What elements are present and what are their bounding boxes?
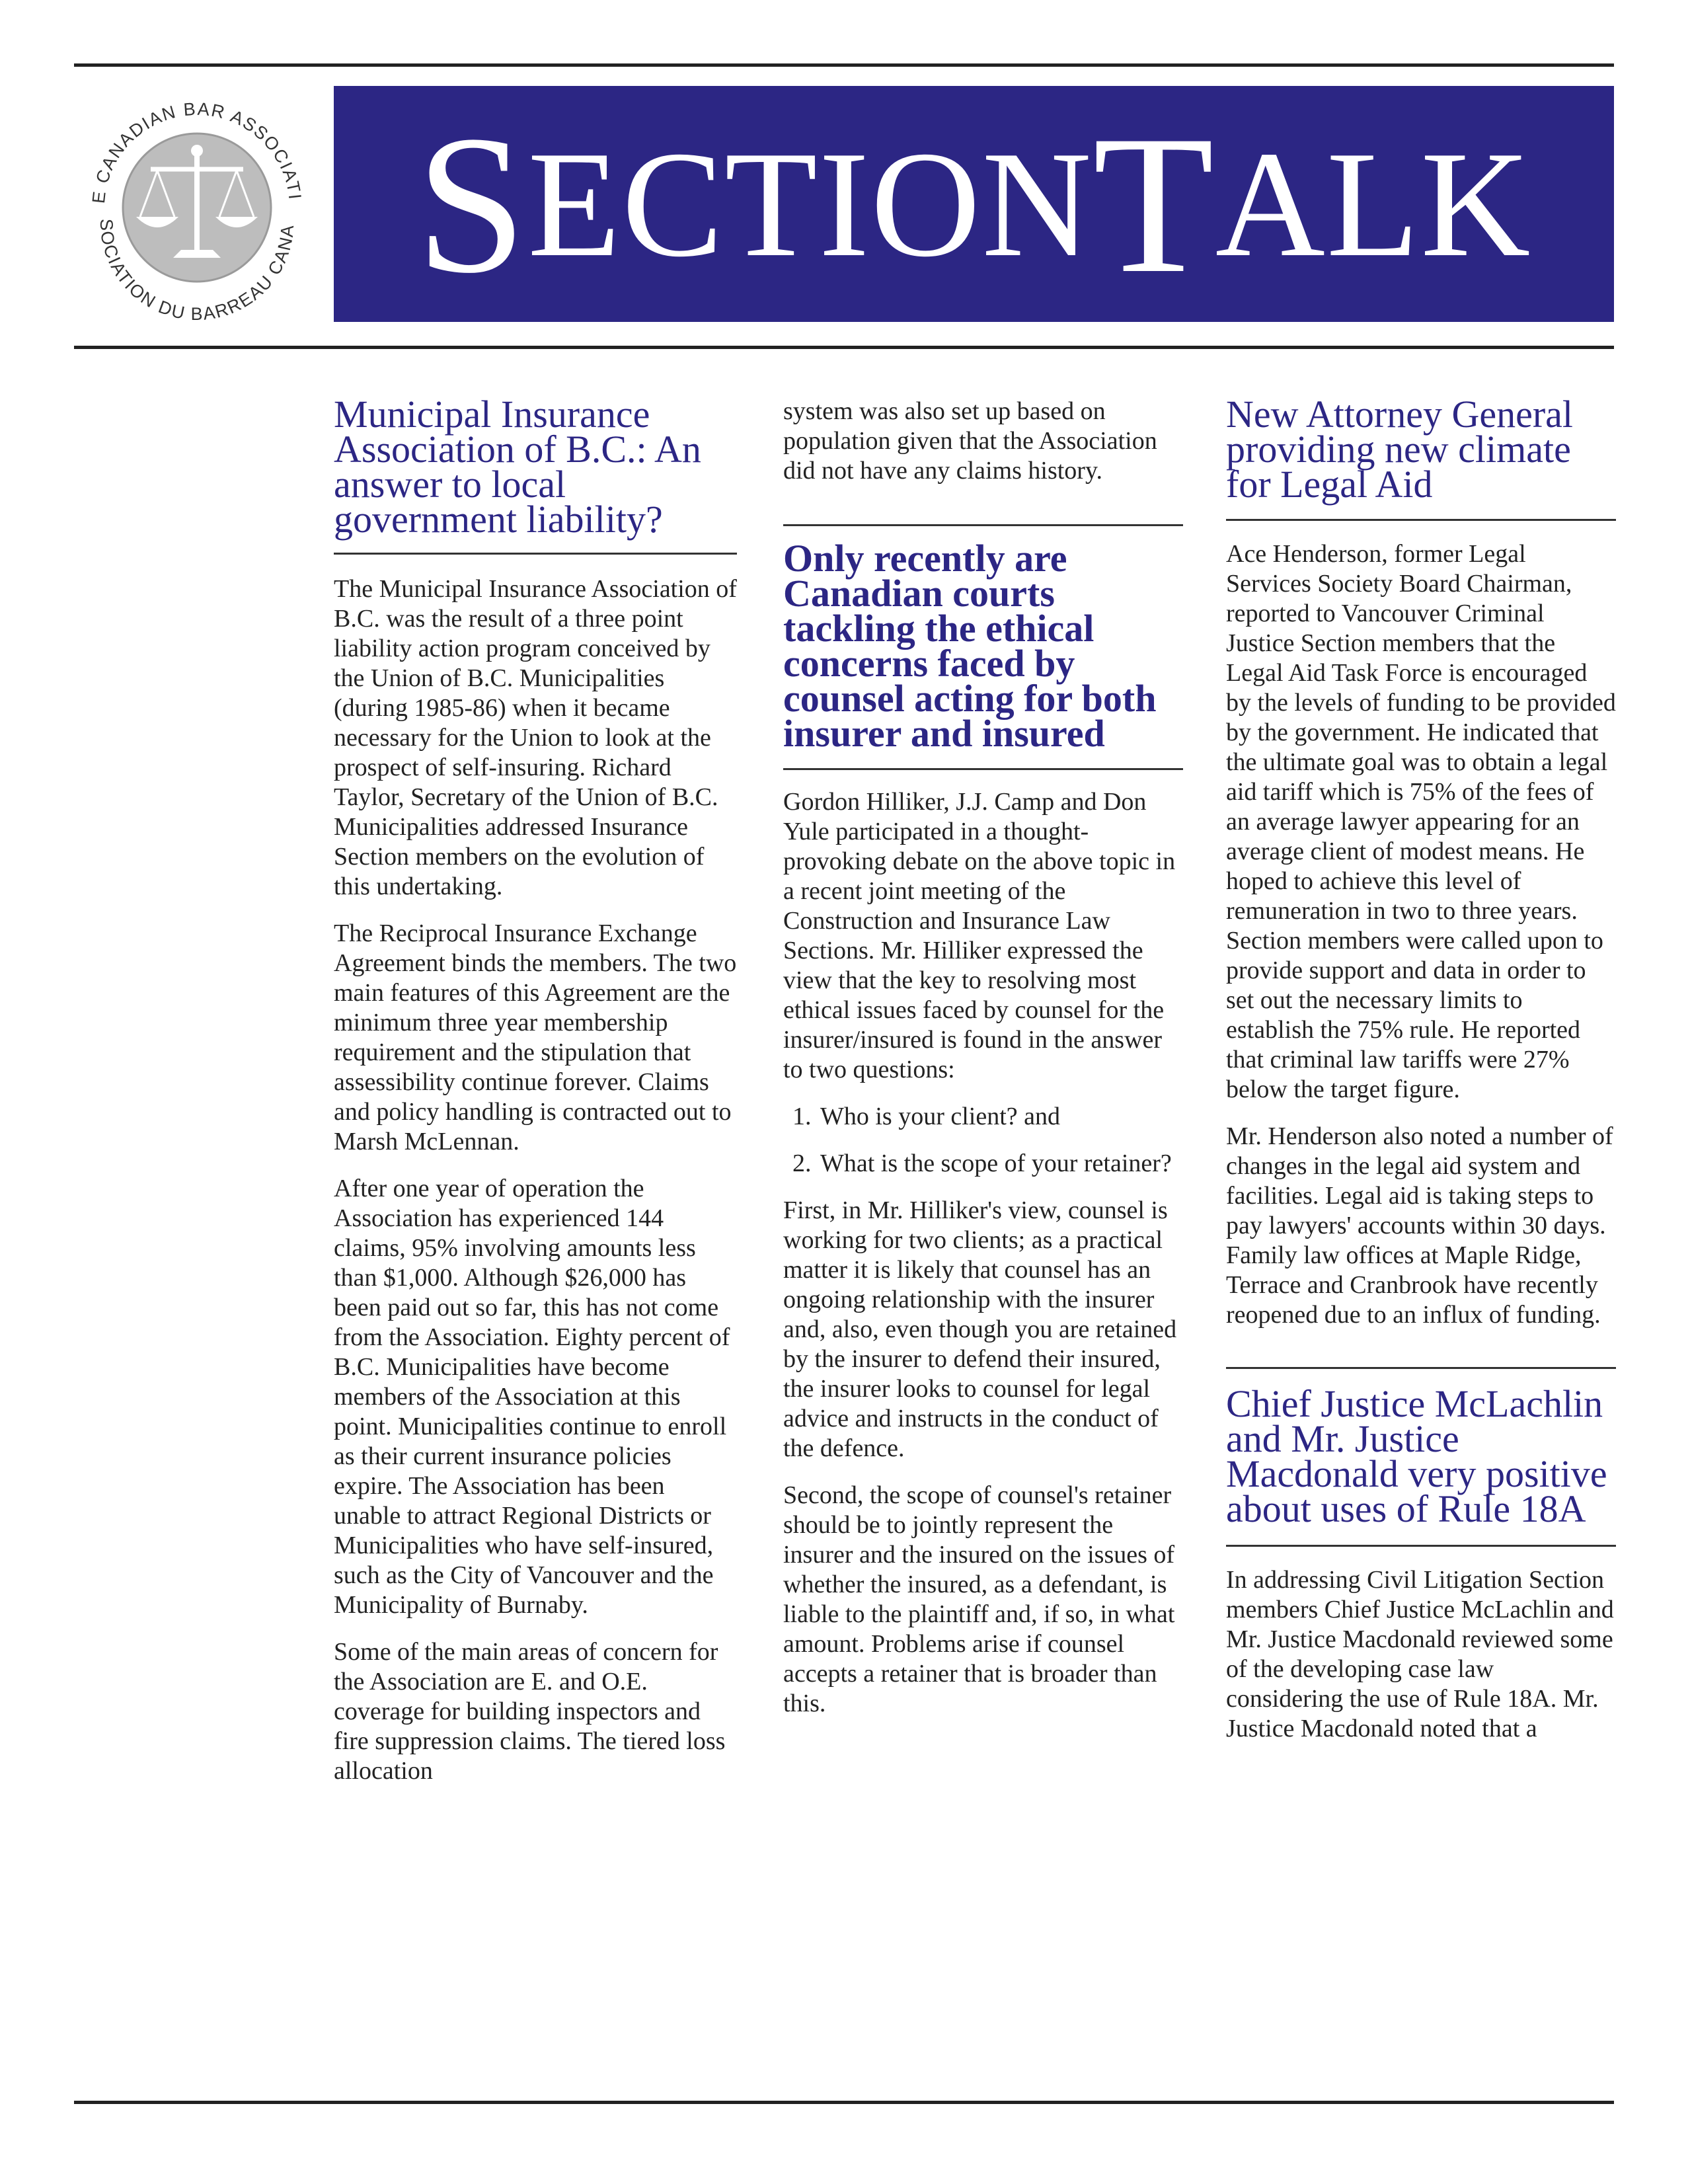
headline-rule (1226, 1545, 1616, 1547)
paragraph: The Reciprocal Insurance Exchange Agreement binds the members. The two main features of this Agreement are the minimum three year membership requirement and the stipulation that assessibility continue forever. Claims and policy handling is contracted out to Marsh McLennan. (334, 919, 737, 1155)
paragraph: Gordon Hilliker, J.J. Camp and Don Yule participated in a thought-provoking debate on the above topic in a recent joint meeting of the Construction and Insurance Law Sections. Mr. Hilliker expressed the view that the key to resolving most ethical issues faced by counsel for the insurer/insured is found in the answer to two questions: (783, 788, 1176, 1083)
headline-rule (783, 768, 1183, 770)
column-3 (1226, 393, 1616, 1761)
paragraph: After one year of operation the Association has experienced 144 claims, 95% involving amounts less than $1,000. Although $26,000 has been paid out so far, this has not come from the Association. Eighty percent of B.C. Municipalities have become members of the Association at this point. Municipalities continue to enroll as their current insurance policies expire. The Association has been unable to attract Regional Districts or Municipalities who have self-insured, such as the City of Vancouver and the Municipality of Burnaby. (334, 1175, 730, 1619)
logo-ring-bottom-text: SOCIATION DU BARREAU CANA (96, 218, 298, 324)
headline-rule (334, 553, 737, 555)
bottom-rule (74, 2101, 1614, 2104)
title-initial-t: T (1093, 94, 1215, 314)
paragraph: Ace Henderson, former Legal Services Society Board Chairman, reported to Vancouver Criminal Justice Section members that the Legal Aid Task Force is encouraged by the levels of funding to be provided by the government. He indicated that the ultimate goal was to obtain a legal aid tariff which is 75% of the fees of an average lawyer appearing for an average client of modest means. He hoped to achieve this level of remuneration in two to three years. Section members were called upon to provide support and data in order to set out the necessary limits to establish the 75% rule. He reported that criminal law tariffs were 27% below the target figure. (1226, 540, 1616, 1103)
cba-logo (74, 85, 320, 331)
paragraph: In addressing Civil Litigation Section members Chief Justice McLachlin and Mr. Justice Macdonald reviewed some of the developing case law considering the use of Rule 18A. Mr. Justice Macdonald noted that a (1226, 1566, 1614, 1742)
paragraph: Second, the scope of counsel's retainer should be to jointly represent the insurer and the insured on the issues of whether the insured, as a defendant, is liable to the plaintiff and, if so, in what amount. Problems arise if counsel accepts a retainer that is broader than this. (783, 1481, 1175, 1717)
paragraph: system was also set up based on population given that the Association did not have any claims history. (783, 397, 1157, 485)
section-rule (783, 524, 1183, 526)
paragraph: Some of the main areas of concern for the Association are E. and O.E. coverage for building inspectors and fire suppression claims. The tiered loss allocation (334, 1638, 726, 1785)
article-headline-legal-aid: New Attorney General providing new climate for Legal Aid (1226, 393, 1574, 506)
article-body-municipal (334, 574, 737, 1786)
section-rule (1226, 1367, 1616, 1369)
list-item: 1. Who is your client? and (818, 1102, 1183, 1132)
scales-of-justice-icon (74, 85, 320, 331)
title-rest-ection: ECTION (527, 119, 1093, 288)
article-body-rule18a (1226, 1565, 1616, 1744)
article-headline-municipal: Municipal Insurance Association of B.C.: An answer to local government liability? (334, 393, 701, 541)
masthead-title (334, 86, 1614, 322)
headline-rule (1226, 519, 1616, 521)
paragraph: The Municipal Insurance Association of B.C. was the result of a three point liability action program conceived by the Union of B.C. Municipalities (during 1985-86) when it became necessary for the Union to look at the prospect of self-insuring. Richard Taylor, Secretary of the Union of B.C. Municipalities addressed Insurance Section members on the evolution of this undertaking. (334, 575, 737, 900)
article-headline-rule18a: Chief Justice McLachlin and Mr. Justice Macdonald very positive about uses of Rule 18A (1226, 1382, 1607, 1530)
title-initial-s: S (416, 94, 528, 314)
paragraph: First, in Mr. Hilliker's view, counsel is working for two clients; as a practical matter it is likely that counsel has an ongoing relationship with the insurer and, also, even though you are retained by the insurer to defend their insured, the insurer looks to counsel for legal advice and instructs in the conduct of the defence. (783, 1196, 1177, 1462)
top-rule (74, 63, 1614, 67)
article-headline-ethics: Only recently are Canadian courts tackling the ethical concerns faced by counsel acting for both insurer and insured (783, 537, 1157, 755)
masthead-rule (74, 346, 1614, 349)
question-list (783, 1102, 1183, 1179)
paragraph: Mr. Henderson also noted a number of changes in the legal aid system and facilities. Legal aid is taking steps to pay lawyers' accounts within 30 days. Family law offices at Maple Ridge, Terrace and Cranbrook have recently reopened due to an influx of funding. (1226, 1122, 1613, 1329)
logo-ring-top-text: E CANADIAN BAR ASSOCIATI (88, 98, 305, 205)
title-rest-alk: ALK (1215, 119, 1532, 288)
masthead-banner (334, 86, 1614, 322)
column-1 (334, 393, 737, 1803)
list-item: 2. What is the scope of your retainer? (818, 1149, 1183, 1179)
article-continuation-municipal (783, 397, 1183, 486)
article-body-legal-aid (1226, 539, 1616, 1330)
article-body-ethics (783, 787, 1183, 1719)
column-2 (783, 397, 1183, 1736)
